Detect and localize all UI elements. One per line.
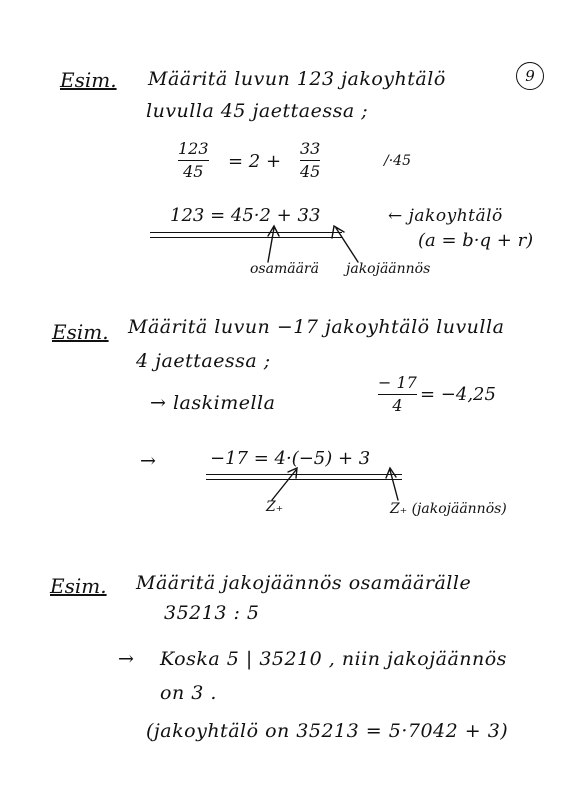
quotient-label: osamäärä — [250, 261, 319, 277]
remainder-label: jakojäännös — [346, 261, 431, 277]
z-right-arrow — [386, 468, 398, 500]
example-1-label: Esim. — [60, 68, 117, 92]
arrow-3: → — [118, 648, 135, 670]
fraction-denominator: 45 — [183, 161, 204, 181]
example-2-label: Esim. — [52, 320, 109, 344]
multiply-note: /·45 — [384, 153, 411, 169]
fraction-numerator: 123 — [178, 139, 209, 158]
example-3-line4: on 3 . — [160, 682, 217, 704]
z-left-arrow — [272, 468, 297, 500]
fraction-numerator: − 17 — [378, 373, 417, 392]
example-1-line2: luvulla 45 jaettaessa ; — [146, 100, 369, 122]
example-3-label: Esim. — [50, 574, 107, 598]
fraction-denominator: 4 — [392, 395, 403, 415]
example-2-line1: Määritä luvun −17 jakoyhtälö luvulla — [128, 316, 505, 338]
z-plus-left: Z₊ — [266, 499, 284, 515]
z-plus-right: Z₊ (jakojäännös) — [390, 501, 507, 517]
example-1-line1: Määritä luvun 123 jakoyhtälö — [148, 68, 446, 90]
calculator-step: → laskimella — [150, 392, 276, 414]
example-3-line2: 35213 : 5 — [164, 602, 260, 624]
division-formula: (a = b·q + r) — [418, 230, 534, 251]
fraction-numerator: 33 — [300, 139, 321, 158]
example-2-line2: 4 jaettaessa ; — [136, 350, 271, 372]
quotient-arrow — [268, 226, 279, 262]
remainder-arrow — [332, 226, 358, 262]
jakoyhtalo-arrow-label: ← jakoyhtälö — [388, 206, 503, 226]
example-3-line5: (jakoyhtälö on 35213 = 5·7042 + 3) — [146, 720, 509, 742]
decimal-result: = −4,25 — [420, 384, 496, 405]
rhs-two-plus: = 2 + — [228, 151, 282, 172]
fraction-denominator: 45 — [300, 161, 321, 181]
example-3-line1: Määritä jakojäännös osamäärälle — [136, 572, 472, 594]
page-number-badge: 9 — [516, 62, 544, 90]
equation-minus17: −17 = 4·(−5) + 3 — [210, 448, 371, 469]
arrow-2: → — [140, 450, 157, 472]
equation-123: 123 = 45·2 + 33 — [170, 205, 321, 226]
example-3-line3: Koska 5 | 35210 , niin jakojäännös — [160, 648, 507, 670]
